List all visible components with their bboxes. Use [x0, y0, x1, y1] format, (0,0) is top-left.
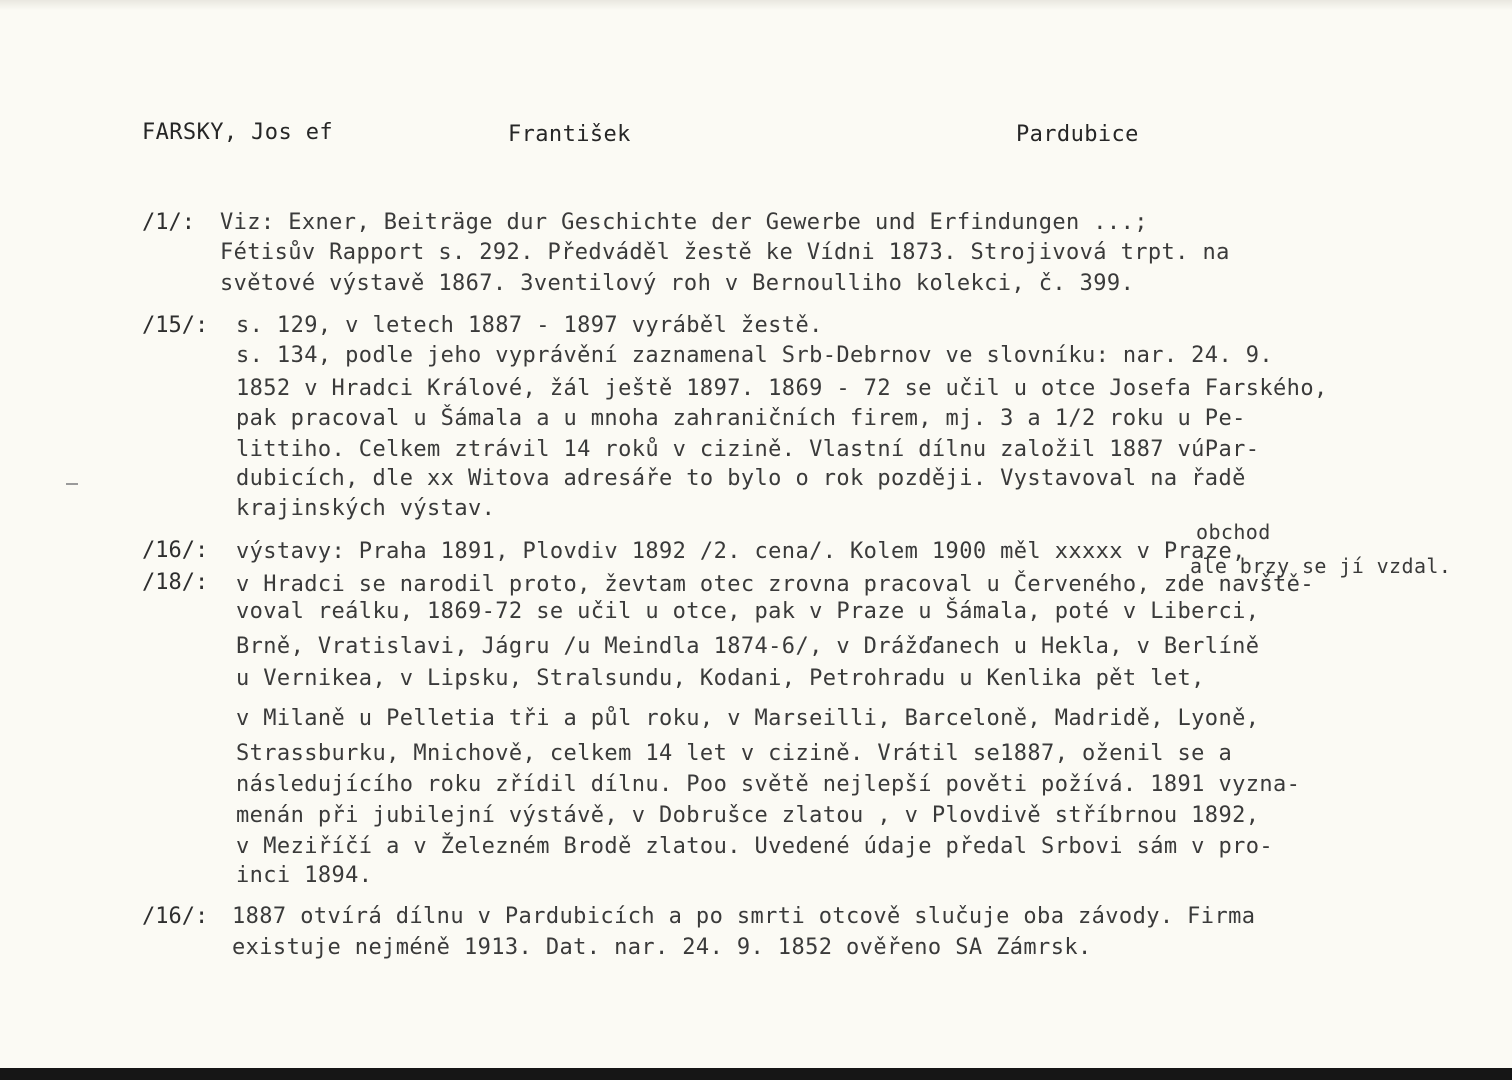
entry-4-line-5: v Milaně u Pelletia tři a půl roku, v Marseilli, Barceloně, Madridě, Lyoně, [236, 706, 1260, 731]
entry-1-tag: /1/: [142, 210, 195, 235]
entry-3-insert-below: ale brzy se jí vzdal. [1190, 554, 1452, 578]
header-given-name: František [508, 122, 631, 147]
entry-4-line-8: menán při jubilejní výstávě, v Dobrušce zlatou , v Plovdivě stříbrnou 1892, [236, 803, 1260, 828]
entry-5-tag: /16/: [142, 904, 209, 929]
entry-4-line-6: Strassburku, Mnichově, celkem 14 let v cizině. Vrátil se1887, oženil se a [236, 741, 1233, 766]
entry-1-line-1: Viz: Exner, Beiträge dur Geschichte der Gewerbe und Erfindungen ...; [220, 210, 1148, 235]
entry-2-line-5: littiho. Celkem ztrávil 14 roků v cizině. Vlastní dílnu založil 1887 vúPar- [236, 437, 1260, 462]
entry-2-line-7: krajinských výstav. [236, 496, 496, 521]
entry-4-line-1: v Hradci se narodil proto, ževtam otec zrovna pracoval u Červeného, zde navště- [236, 572, 1314, 597]
header-place: Pardubice [1016, 122, 1139, 147]
entry-2-tag: /15/: [142, 313, 209, 338]
entry-4-line-3: Brně, Vratislavi, Jágru /u Meindla 1874-6/, v Drážďanech u Hekla, v Berlíně [236, 634, 1260, 659]
entry-4-line-10: inci 1894. [236, 863, 373, 888]
entry-1-line-2: Fétisův Rapport s. 292. Předváděl žestě ke Vídni 1873. Strojivová trpt. na [220, 240, 1230, 265]
entry-3-tag: /16/: [142, 538, 209, 563]
entry-2-line-6: dubicích, dle xx Witova adresáře to bylo o rok později. Vystavoval na řadě [236, 466, 1246, 491]
scan-bottom-edge [0, 1068, 1512, 1080]
header-surname: FARSKY, Jos ef [142, 120, 334, 145]
entry-4-line-4: u Vernikea, v Lipsku, Stralsundu, Kodani, Petrohradu u Kenlika pět let, [236, 666, 1205, 691]
margin-mark [66, 483, 78, 485]
entry-2-line-3: 1852 v Hradci Králové, žál ještě 1897. 1869 - 72 se učil u otce Josefa Farského, [236, 376, 1328, 401]
entry-3-insert-above: obchod [1196, 520, 1271, 544]
entry-4-line-9: v Meziříčí a v Železném Brodě zlatou. Uvedené údaje předal Srbovi sám v pro- [236, 834, 1274, 859]
entry-2-line-1: s. 129, v letech 1887 - 1897 vyráběl žestě. [236, 313, 823, 338]
entry-4-line-7: následujícího roku zřídil dílnu. Poo světě nejlepší pověti požívá. 1891 vyzna- [236, 772, 1301, 797]
entry-2-line-2: s. 134, podle jeho vyprávění zaznamenal Srb-Debrnov ve slovníku: nar. 24. 9. [236, 343, 1274, 368]
entry-5-line-2: existuje nejméně 1913. Dat. nar. 24. 9. 1852 ověřeno SA Zámrsk. [232, 935, 1092, 960]
entry-5-line-1: 1887 otvírá dílnu v Pardubicích a po smrti otcově slučuje oba závody. Firma [232, 904, 1256, 929]
entry-1-line-3: světové výstavě 1867. 3ventilový roh v Bernoulliho kolekci, č. 399. [220, 271, 1135, 296]
entry-4-tag: /18/: [142, 570, 209, 595]
entry-4-line-2: voval reálku, 1869-72 se učil u otce, pak v Praze u Šámala, poté v Liberci, [236, 599, 1260, 624]
entry-3-line-1: výstavy: Praha 1891, Plovdiv 1892 /2. cena/. Kolem 1900 měl xxxxx v Praze, [236, 539, 1246, 564]
entry-2-line-4: pak pracoval u Šámala a u mnoha zahraničních firem, mj. 3 a 1/2 roku u Pe- [236, 406, 1246, 431]
